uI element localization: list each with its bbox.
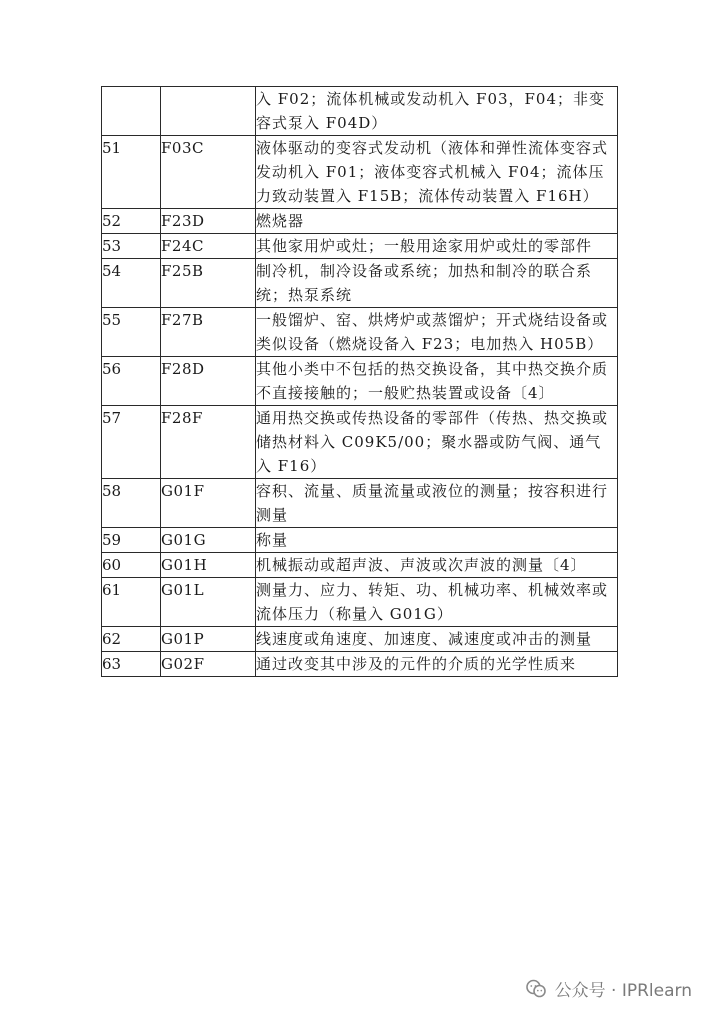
ipc-code	[161, 87, 256, 136]
row-description: 入 F02；流体机械或发动机入 F03，F04；非变容式泵入 F04D）	[256, 87, 618, 136]
row-number: 56	[102, 357, 161, 406]
ipc-code: G01G	[161, 528, 256, 553]
ipc-code: G01F	[161, 479, 256, 528]
table-row	[102, 308, 618, 357]
row-number: 52	[102, 209, 161, 234]
table-row	[102, 259, 618, 308]
row-description: 液体驱动的变容式发动机（液体和弹性流体变容式发动机入 F01；液体变容式机械入 F04；流体压力致动装置入 F15B；流体传动装置入 F16H）	[256, 136, 618, 209]
ipc-code: G01P	[161, 627, 256, 652]
row-description: 一般馏炉、窑、烘烤炉或蒸馏炉；开式烧结设备或类似设备（燃烧设备入 F23；电加热入 H05B）	[256, 308, 618, 357]
wechat-official-account-icon	[525, 978, 547, 1000]
table-row	[102, 357, 618, 406]
table-row	[102, 209, 618, 234]
watermark-text: 公众号 · IPRlearn	[554, 981, 692, 1001]
row-description: 制冷机，制冷设备或系统；加热和制冷的联合系统；热泵系统	[256, 259, 618, 308]
row-number: 54	[102, 259, 161, 308]
row-number: 59	[102, 528, 161, 553]
table-row	[102, 578, 618, 627]
row-description: 通过改变其中涉及的元件的介质的光学性质来	[256, 652, 618, 677]
ipc-code: G01H	[161, 553, 256, 578]
row-number: 53	[102, 234, 161, 259]
row-description: 称量	[256, 528, 618, 553]
row-description: 其他小类中不包括的热交换设备，其中热交换介质不直接接触的；一般贮热装置或设备〔4〕	[256, 357, 618, 406]
table-row	[102, 652, 618, 677]
row-number: 58	[102, 479, 161, 528]
ipc-code: F03C	[161, 136, 256, 209]
table-row	[102, 87, 618, 136]
ipc-code: G02F	[161, 652, 256, 677]
row-description: 测量力、应力、转矩、功、机械功率、机械效率或流体压力（称量入 G01G）	[256, 578, 618, 627]
table-row	[102, 136, 618, 209]
ipc-code: F28F	[161, 406, 256, 479]
row-number: 55	[102, 308, 161, 357]
row-number	[102, 87, 161, 136]
ipc-code: F23D	[161, 209, 256, 234]
row-description: 线速度或角速度、加速度、减速度或冲击的测量	[256, 627, 618, 652]
row-number: 63	[102, 652, 161, 677]
row-description: 其他家用炉或灶；一般用途家用炉或灶的零部件	[256, 234, 618, 259]
row-description: 容积、流量、质量流量或液位的测量；按容积进行测量	[256, 479, 618, 528]
table-row	[102, 479, 618, 528]
row-number: 60	[102, 553, 161, 578]
ipc-code: F27B	[161, 308, 256, 357]
ipc-code: F24C	[161, 234, 256, 259]
ipc-classification-table	[101, 86, 618, 677]
ipc-code: G01L	[161, 578, 256, 627]
table-row	[102, 553, 618, 578]
table-row	[102, 406, 618, 479]
table-row	[102, 234, 618, 259]
watermark	[525, 976, 692, 1001]
table-row	[102, 528, 618, 553]
table-body	[102, 87, 618, 677]
row-number: 61	[102, 578, 161, 627]
table-row	[102, 627, 618, 652]
row-description: 通用热交换或传热设备的零部件（传热、热交换或储热材料入 C09K5/00；聚水器或防气阀、通气入 F16）	[256, 406, 618, 479]
ipc-code: F28D	[161, 357, 256, 406]
row-description: 机械振动或超声波、声波或次声波的测量〔4〕	[256, 553, 618, 578]
ipc-code: F25B	[161, 259, 256, 308]
row-number: 51	[102, 136, 161, 209]
row-description: 燃烧器	[256, 209, 618, 234]
row-number: 62	[102, 627, 161, 652]
row-number: 57	[102, 406, 161, 479]
